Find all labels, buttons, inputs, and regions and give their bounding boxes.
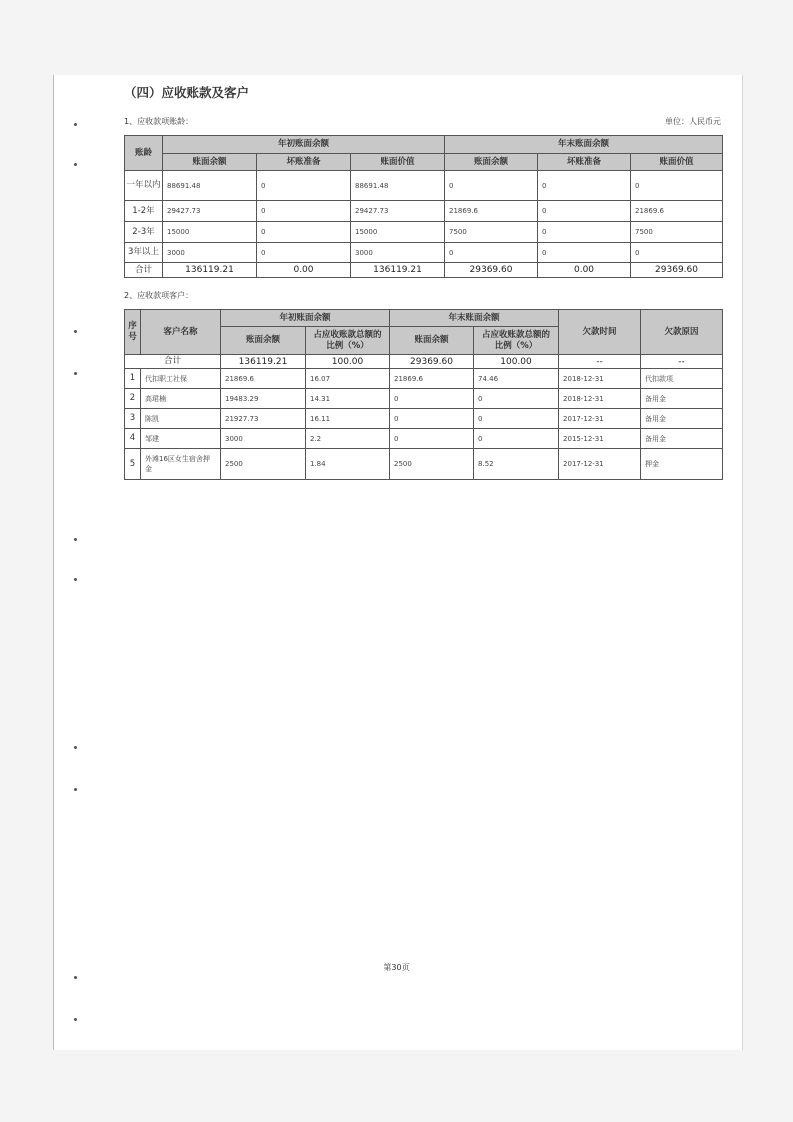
subheader: 账面余额 (445, 154, 538, 171)
customer-cell: 外滩16区女生宿舍押金 (141, 449, 221, 480)
value-cell: 0 (257, 222, 351, 243)
value-cell: 0 (390, 429, 474, 449)
subheader: 账面价值 (351, 154, 445, 171)
total-cell: 136119.21 (163, 263, 257, 278)
total-cell: 100.00 (306, 355, 390, 369)
subheader: 账面余额 (390, 327, 474, 355)
total-row (125, 263, 723, 278)
header-reason: 欠款原因 (641, 310, 723, 355)
value-cell: 16.07 (306, 369, 390, 389)
value-cell: 7500 (631, 222, 723, 243)
date-cell: 2017-12-31 (559, 449, 641, 480)
section-title: （四）应收账款及客户 (124, 85, 250, 100)
seq-cell: 4 (125, 429, 141, 449)
reason-cell: 备用金 (641, 409, 723, 429)
age-cell: 一年以内 (125, 171, 163, 201)
aging-table (124, 135, 723, 278)
age-cell: 1-2年 (125, 201, 163, 222)
table-row (125, 449, 723, 480)
value-cell: 0 (631, 171, 723, 201)
total-cell: 29369.60 (390, 355, 474, 369)
value-cell: 29427.73 (163, 201, 257, 222)
seq-cell: 3 (125, 409, 141, 429)
table-row (125, 409, 723, 429)
total-cell: 100.00 (474, 355, 559, 369)
value-cell: 88691.48 (351, 171, 445, 201)
seq-cell: 5 (125, 449, 141, 480)
value-cell: 0 (257, 243, 351, 263)
total-cell: 0.00 (257, 263, 351, 278)
value-cell: 2.2 (306, 429, 390, 449)
subheader: 坏账准备 (257, 154, 351, 171)
customer-table (124, 309, 723, 480)
value-cell: 3000 (221, 429, 306, 449)
value-cell: 2500 (221, 449, 306, 480)
customer-cell: 代扣职工社保 (141, 369, 221, 389)
header-seq: 序号 (125, 310, 141, 355)
value-cell: 0 (390, 409, 474, 429)
total-cell: -- (641, 355, 723, 369)
value-cell: 74.46 (474, 369, 559, 389)
value-cell: 21869.6 (221, 369, 306, 389)
table-row (125, 201, 723, 222)
value-cell: 0 (538, 201, 631, 222)
seq-cell: 2 (125, 389, 141, 409)
total-cell: 29369.60 (631, 263, 723, 278)
value-cell: 3000 (351, 243, 445, 263)
value-cell: 15000 (163, 222, 257, 243)
reason-cell: 押金 (641, 449, 723, 480)
header-date: 欠款时间 (559, 310, 641, 355)
value-cell: 8.52 (474, 449, 559, 480)
table-row (125, 429, 723, 449)
total-label: 合计 (125, 355, 221, 369)
value-cell: 3000 (163, 243, 257, 263)
age-cell: 3年以上 (125, 243, 163, 263)
header-end-balance: 年末账面余额 (445, 136, 723, 154)
date-cell: 2018-12-31 (559, 369, 641, 389)
value-cell: 15000 (351, 222, 445, 243)
value-cell: 1.84 (306, 449, 390, 480)
value-cell: 0 (538, 222, 631, 243)
subheader: 账面余额 (163, 154, 257, 171)
value-cell: 0 (474, 389, 559, 409)
header-begin-balance: 年初账面余额 (221, 310, 390, 327)
value-cell: 21869.6 (445, 201, 538, 222)
total-label: 合计 (125, 263, 163, 278)
header-begin-balance: 年初账面余额 (163, 136, 445, 154)
value-cell: 14.31 (306, 389, 390, 409)
customer-heading: 2、应收款项客户： (124, 291, 194, 300)
unit-label: 单位：人民币元 (665, 117, 721, 126)
table-row (125, 389, 723, 409)
value-cell: 0 (474, 409, 559, 429)
aging-heading: 1、应收款项账龄： (124, 117, 194, 126)
subheader: 账面余额 (221, 327, 306, 355)
total-cell: 0.00 (538, 263, 631, 278)
value-cell: 21869.6 (631, 201, 723, 222)
table-row (125, 171, 723, 201)
total-cell: -- (559, 355, 641, 369)
value-cell: 0 (445, 243, 538, 263)
date-cell: 2015-12-31 (559, 429, 641, 449)
customer-cell: 邹建 (141, 429, 221, 449)
value-cell: 16.11 (306, 409, 390, 429)
value-cell: 0 (257, 171, 351, 201)
subheader: 账面价值 (631, 154, 723, 171)
value-cell: 2500 (390, 449, 474, 480)
header-end-balance: 年末账面余额 (390, 310, 559, 327)
value-cell: 7500 (445, 222, 538, 243)
subheader: 占应收账款总额的比例（%） (306, 327, 390, 355)
total-cell: 29369.60 (445, 263, 538, 278)
value-cell: 0 (445, 171, 538, 201)
value-cell: 88691.48 (163, 171, 257, 201)
total-cell: 136119.21 (351, 263, 445, 278)
reason-cell: 备用金 (641, 389, 723, 409)
value-cell: 0 (257, 201, 351, 222)
header-customer: 客户名称 (141, 310, 221, 355)
value-cell: 21869.6 (390, 369, 474, 389)
table-row (125, 369, 723, 389)
age-cell: 2-3年 (125, 222, 163, 243)
date-cell: 2018-12-31 (559, 389, 641, 409)
page-number: 第30页 (383, 963, 410, 972)
value-cell: 21927.73 (221, 409, 306, 429)
customer-cell: 高珺楠 (141, 389, 221, 409)
customer-cell: 陈凯 (141, 409, 221, 429)
reason-cell: 备用金 (641, 429, 723, 449)
total-row (125, 355, 723, 369)
subheader: 坏账准备 (538, 154, 631, 171)
table-row (125, 222, 723, 243)
value-cell: 29427.73 (351, 201, 445, 222)
value-cell: 0 (538, 171, 631, 201)
value-cell: 19483.29 (221, 389, 306, 409)
header-age: 账龄 (125, 136, 163, 171)
seq-cell: 1 (125, 369, 141, 389)
value-cell: 0 (390, 389, 474, 409)
value-cell: 0 (538, 243, 631, 263)
value-cell: 0 (631, 243, 723, 263)
subheader: 占应收账款总额的比例（%） (474, 327, 559, 355)
total-cell: 136119.21 (221, 355, 306, 369)
table-row (125, 243, 723, 263)
reason-cell: 代扣款项 (641, 369, 723, 389)
value-cell: 0 (474, 429, 559, 449)
date-cell: 2017-12-31 (559, 409, 641, 429)
